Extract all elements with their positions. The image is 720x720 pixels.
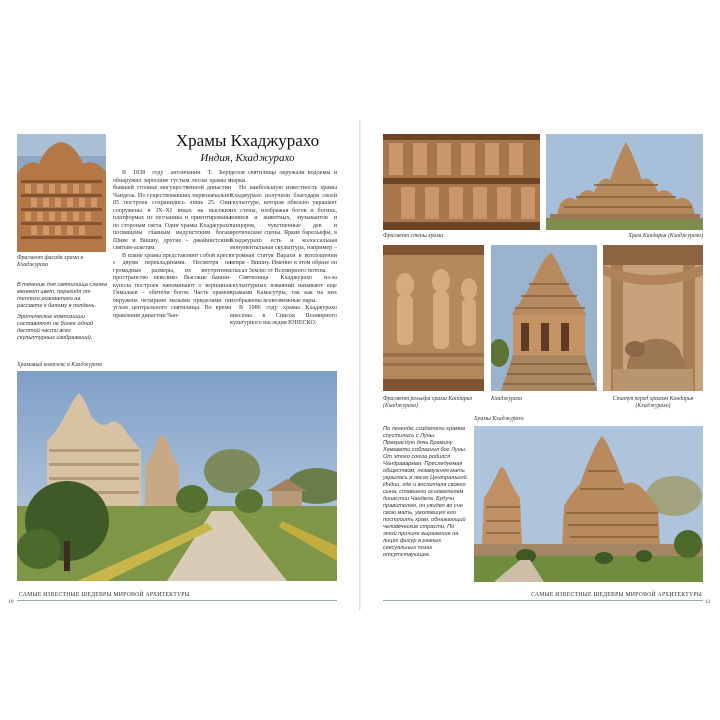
caption-statue: Статуя перед храмом Кандарья (Кхаджурахо)	[612, 396, 694, 409]
body-paragraph: Но наибольшую известность храмы Кхаджурахо получили благодаря своей скульптуре, которая обильно украшает их стены, изображая богов и богинь, воинов и животных, музыкантов и танцоров, чувственные дев и эротические сцены. Яркие барельефы, в Кхаджурахо есть и колоссальная монументальная скульптура, например – огромная статуя Варахи в воплощении вепря – Вишну. Именно в этом образе он спасал Землю от Всемирного потопа.	[230, 185, 337, 274]
body-paragraph: В 1838 году англичанин Т. Берт обнаружил заросшие густым лесом храмы в бывшей столице могущественной династии Чандела. Из существовавших первоначально 85 построек сохранились лишь 25. Они сооружены в IX–XI веках на высоких платформах из песчаника и ориентированы по сторонам света. Одни храмы Кхаджурахо посвящены главным индуистским богам Шиве и Вишну, другие – джайнистским святым-аскетам.	[113, 170, 231, 251]
body-paragraph: В 1986 году храмы Кхаджурахо внесены в Список Всемирного культурного наследия ЮНЕСКО.	[230, 305, 337, 326]
caption-complex: Храмовый комплекс в Кхаджурахо	[17, 362, 103, 368]
page-number-left: 10	[8, 599, 14, 605]
footer-left: САМЫЕ ИЗВЕСТНЫЕ ШЕДЕВРЫ МИРОВОЙ АРХИТЕКТУРЫ	[19, 592, 190, 598]
temples-photo	[474, 426, 703, 582]
caption-wall: Фрагмент стены храма	[383, 233, 444, 239]
legend-text: По легенде, создатели храмов спустились с Луны. Прекрасную дочь Брамину Хемавати соблазнил бог Луны. От этого союза родился Чандраварман. Преследуемая обществом, незамужняя мать укрылась в лесах Центральной Индии, где и воспитала своего сына, ставшего основателем династии Чандела. Будучи правителем, он увидел во сне свою мать, умолявшую его построить храм, обнажающий человеческие страсти. По этой причине выражение на лицах фигур в разных сексуальных позах отсутствующее.	[383, 426, 467, 558]
wall-fragment-photo	[383, 134, 540, 230]
caption-facade: Фрагмент фасада храма в Кхаджурахо	[17, 255, 84, 268]
footer-rule-right	[383, 600, 703, 601]
page-number-right: 11	[705, 599, 711, 605]
side-notes	[17, 282, 107, 346]
caption-relief: Фрагмент рельефа храма Кандарья (Кхаджурахо)	[383, 396, 472, 409]
body-paragraph: делов святилища окружали водоемы и парки.	[230, 170, 337, 184]
page-title: Храмы Кхаджурахо	[175, 131, 320, 150]
facade-photo	[17, 134, 106, 252]
body-paragraph: В плане храмы представляют собой крест с двумя перекладинами. Несмотря на громадные размеры, их внутреннее пространство невелико. Высокие башни-купола построек напоминают о вершинах Гималаев – обители богов. Часть храмов окружена четырьмя малыми приделами по углам центрального святилища. Во время правления династии Чан-	[113, 252, 231, 319]
body-column-1	[113, 170, 231, 320]
page-gutter	[359, 120, 361, 610]
body-column-2	[230, 170, 337, 328]
body-paragraph: Святилища Кхаджурахо из-за скульптурных изваяний называют еще храмами Камасутры, так как на них изображены всевозможные пары.	[230, 275, 337, 304]
note-color-change: В течение дня святилища слегка меняют цвет, переходя от теплого розоватого на рассвете к белому в полдень.	[17, 282, 107, 309]
footer-rule-left	[17, 600, 337, 601]
footer-right: САМЫЕ ИЗВЕСТНЫЕ ШЕДЕВРЫ МИРОВОЙ АРХИТЕКТУРЫ	[531, 592, 702, 598]
page-subtitle: Индия, Кхаджурахо	[200, 152, 295, 164]
caption-khajuraho: Кхаджурахо	[491, 396, 523, 402]
temple-complex-photo	[17, 371, 337, 581]
note-erotic: Эротические композиции составляют не более одной десятой части всех скульптурных изображений.	[17, 314, 94, 341]
khajuraho-photo	[491, 245, 597, 391]
kandariya-temple-photo	[546, 134, 703, 230]
caption-kandariya: Храм Кандарья (Кхаджурахо)	[628, 233, 703, 239]
caption-temples: Храмы Кхаджурахо	[474, 416, 524, 422]
relief-fragment-photo	[383, 245, 484, 391]
statue-photo	[603, 245, 703, 391]
